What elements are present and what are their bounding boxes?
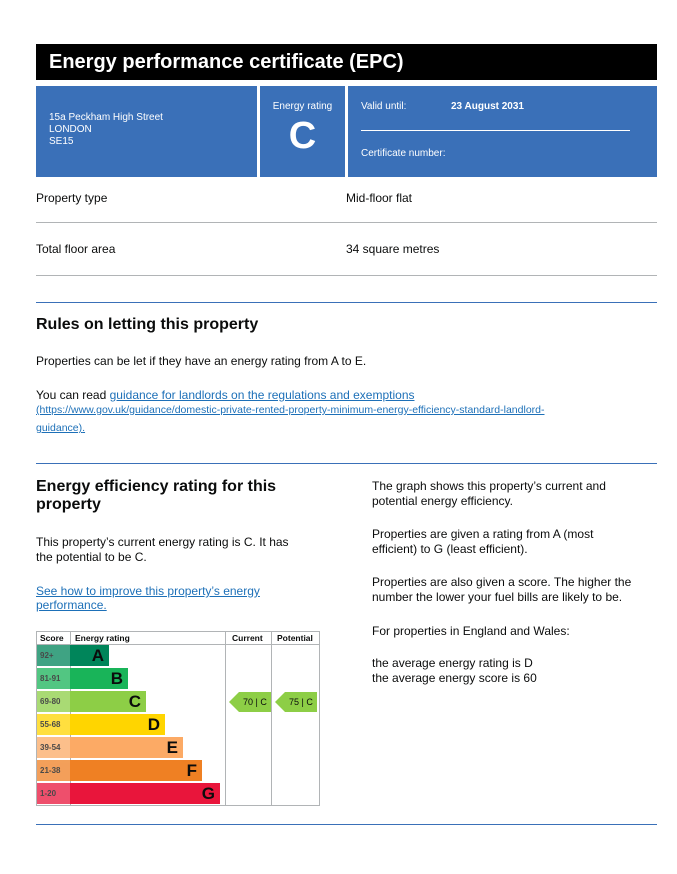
band-letter-bar: F (70, 760, 202, 781)
rating-scale-line-2: efficient) to G (least efficient). (372, 542, 528, 556)
score-description-line-2: number the lower your fuel bills are likely to be. (372, 590, 623, 604)
landlord-guidance-url-suffix: . (82, 422, 86, 434)
efficiency-heading-line-2: property (36, 496, 101, 513)
rating-band-a (37, 645, 225, 666)
england-wales-text: For properties in England and Wales: (372, 624, 570, 638)
current-column-header: Current (232, 633, 263, 643)
potential-rating-arrow-pointer (275, 692, 285, 712)
current-rating-line-1: This property’s current energy rating is C. It has (36, 535, 289, 549)
section-divider (36, 463, 657, 464)
floor-area-label: Total floor area (36, 242, 116, 256)
rules-guidance-line (36, 388, 415, 403)
band-letter-bar: G (70, 783, 220, 804)
potential-rating-arrow-label: 75 | C (285, 692, 317, 712)
property-type-label: Property type (36, 191, 108, 205)
energy-rating-column-header: Energy rating (75, 633, 130, 643)
band-score-range: 92+ (37, 645, 70, 666)
energy-rating-label: Energy rating (272, 101, 333, 112)
floor-area-value: 34 square metres (346, 242, 440, 256)
rules-guidance-prefix: You can read (36, 388, 110, 402)
address-box (36, 86, 257, 177)
band-score-range: 1-20 (37, 783, 70, 804)
section-divider (36, 824, 657, 825)
efficiency-heading-line-1: Energy efficiency rating for this (36, 478, 277, 495)
average-rating-text: the average energy rating is D (372, 656, 533, 670)
rules-paragraph: Properties can be let if they have an energy rating from A to E. (36, 354, 367, 368)
band-score-range: 81-91 (37, 668, 70, 689)
improve-performance-link-line-2[interactable]: performance. (36, 598, 107, 612)
rating-band-b (37, 668, 225, 689)
band-score-range: 21-38 (37, 760, 70, 781)
landlord-guidance-url-line-1[interactable]: (https://www.gov.uk/guidance/domestic-private-rented-property-minimum-energy-efficiency-standard-landlord- (36, 404, 545, 416)
score-column-header: Score (40, 633, 64, 643)
chart-divider (271, 632, 272, 805)
band-letter-bar: E (70, 737, 183, 758)
current-rating-arrow-pointer (229, 692, 239, 712)
score-description-line-1: Properties are also given a score. The higher the (372, 575, 632, 589)
page-title: Energy performance certificate (EPC) (49, 51, 404, 73)
certificate-divider (361, 130, 630, 131)
current-rating-arrow-label: 70 | C (239, 692, 271, 712)
rating-scale-line-1: Properties are given a rating from A (most (372, 527, 594, 541)
rating-band-e (37, 737, 225, 758)
valid-until-date: 23 August 2031 (451, 101, 524, 112)
landlord-guidance-link[interactable]: guidance for landlords on the regulations and exemptions (109, 388, 415, 402)
graph-description-line-1: The graph shows this property’s current and (372, 479, 606, 493)
property-type-value: Mid-floor flat (346, 191, 413, 205)
address-line-1: 15a Peckham High Street (49, 112, 163, 123)
certificate-number-label: Certificate number: (361, 148, 446, 159)
row-divider (36, 275, 657, 276)
potential-rating-arrow (275, 692, 317, 712)
average-score-text: the average energy score is 60 (372, 671, 537, 685)
epc-rating-chart (36, 631, 320, 806)
rating-band-c (37, 691, 225, 712)
band-score-range: 39-54 (37, 737, 70, 758)
rating-band-g (37, 783, 225, 804)
band-score-range: 69-80 (37, 691, 70, 712)
band-letter-bar: D (70, 714, 165, 735)
energy-rating-letter: C (288, 115, 317, 157)
certificate-box (348, 86, 657, 177)
section-divider (36, 302, 657, 303)
band-letter-bar: A (70, 645, 109, 666)
energy-rating-box (260, 86, 345, 177)
improve-performance-link-line-1[interactable]: See how to improve this property’s energy (36, 584, 260, 598)
rules-heading: Rules on letting this property (36, 316, 259, 333)
graph-description-line-2: potential energy efficiency. (372, 494, 513, 508)
valid-until-label: Valid until: (361, 101, 407, 112)
current-rating-line-2: the potential to be C. (36, 550, 147, 564)
title-bar (36, 44, 657, 80)
address-line-2: LONDON (49, 124, 92, 135)
landlord-guidance-url-line-2[interactable]: guidance) (36, 422, 83, 434)
rating-band-f (37, 760, 225, 781)
address-line-3: SE15 (49, 136, 74, 147)
row-divider (36, 222, 657, 223)
current-rating-arrow (229, 692, 271, 712)
landlord-guidance-url-line-2-wrap (36, 418, 85, 436)
band-letter-bar: B (70, 668, 128, 689)
potential-column-header: Potential (277, 633, 313, 643)
chart-divider (225, 632, 226, 805)
band-letter-bar: C (70, 691, 146, 712)
rating-band-d (37, 714, 225, 735)
band-score-range: 55-68 (37, 714, 70, 735)
